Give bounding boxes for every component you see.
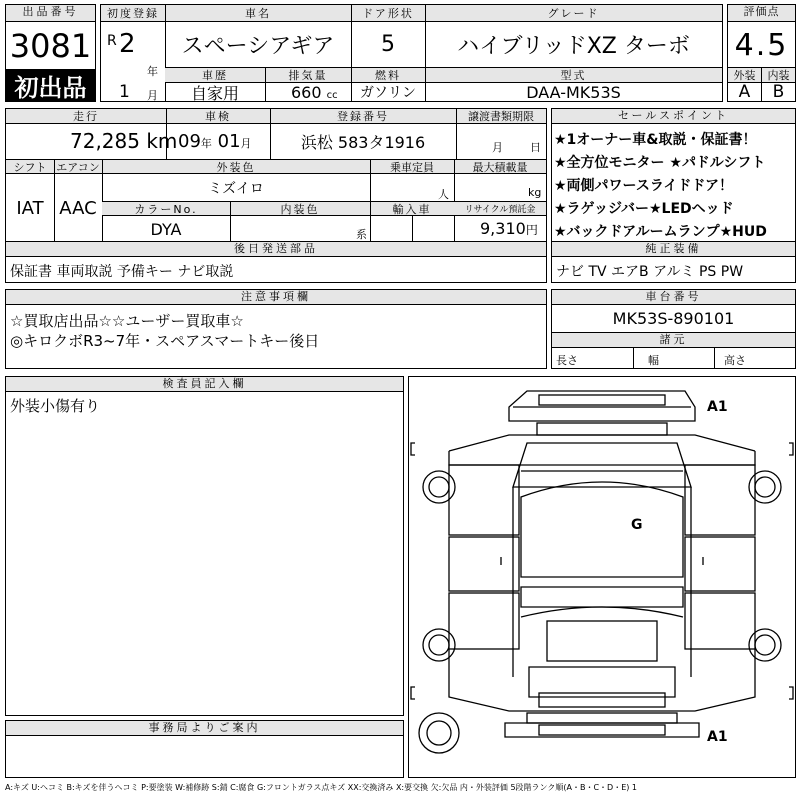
equipment-label: 純正装備 [552,242,795,257]
capacity-label: 乗車定員 [370,160,454,173]
mileage-label: 走行 [6,109,166,123]
notes-box [5,289,547,369]
first-reg-year-unit: 年 [147,65,158,78]
transfer-deadline-month-unit: 月 [492,141,503,154]
recycle-value: 9,310 [480,219,526,238]
displacement-unit: cc [326,90,338,101]
office-label: 事務局よりご案内 [6,721,403,736]
selling-point-3: ★両側パワースライドドア！ [554,178,734,194]
inspector-note: 外装小傷有り [10,397,101,415]
grade: ハイブリッドXZ ターボ [457,34,690,59]
history: 自家用 [190,83,239,103]
length-label: 長さ [556,354,578,367]
shift: IAT [16,197,44,219]
first-reg-label: 初度登録 [101,5,165,21]
chassis-label: 車台番号 [552,290,795,305]
office-box [5,720,404,778]
grade-label: グレード [425,5,722,21]
later-parts-label: 後日発送部品 [6,242,546,257]
history-label: 車歴 [165,68,265,82]
ac: AAC [59,197,97,219]
score-value: 4.5 [734,27,789,63]
shift-label: シフト [6,160,54,173]
windshield-mark: G [631,517,643,533]
selling-points-label: セールスポイント [552,109,795,124]
plate-number: 浜松 583タ1916 [300,133,426,152]
mileage-unit: km [146,129,178,153]
selling-point-1: ★1オーナー車&取説・保証書！ [554,132,757,148]
dims-label: 諸元 [552,333,795,348]
selling-points-box [551,108,796,242]
first-reg-era: R [107,33,117,49]
note-line-2: ◎キロクボR3~7年・スペアスマートキー後日 [10,332,320,350]
model: DAA-MK53S [526,82,621,102]
inspection-month-unit: 月 [240,137,252,150]
car-name: スペーシアギア [181,34,335,59]
first-reg-month-unit: 月 [147,89,158,102]
exterior-color-label: 外装色 [102,160,370,173]
exterior-color: ミズイロ [208,180,264,197]
model-label: 型式 [425,68,722,82]
displacement [291,83,338,102]
inspection-month: 01 [217,131,241,152]
chassis-number: MK53S-890101 [612,308,735,328]
registration-table [100,4,723,102]
mileage-value: 72,285 [70,129,140,153]
transfer-deadline-label: 譲渡書類期限 [456,109,546,123]
lot-box [5,4,96,102]
first-reg-month: 1 [119,82,130,102]
load-unit: kg [528,186,542,199]
interior-score: B [772,82,785,102]
first-reg-year: 2 [119,29,136,59]
transfer-deadline-day-unit: 日 [530,141,541,154]
car-diagram [409,377,795,777]
inspection-year-unit: 年 [200,137,212,150]
selling-point-4: ★ラゲッジバー★LEDヘッド [554,201,734,217]
front-damage-mark: A1 [707,399,728,415]
door-count: 5 [381,32,395,57]
first-listing-badge: 初出品 [6,69,95,101]
legend: A:キズ U:ヘコミ B:キズを伴うヘコミ P:要塗装 W:補修跡 S:錆 C:腐食 G:フロントガラス点キズ XX:交換済み X:要交換 欠:欠品 内・外装評価 5段階ランク順(A・B・C・D・E) 1 [5,783,638,792]
inspector-box [5,376,404,716]
color-no: DYA [150,220,182,239]
ac-label: エアコン [54,160,102,173]
recycle-unit: 円 [525,223,538,237]
car-name-label: 車名 [165,5,351,21]
interior-color-unit: 系 [356,228,367,241]
score-box [727,4,796,102]
later-parts-box [5,241,547,283]
notes-label: 注意事項欄 [6,290,546,305]
door-label: ドア形状 [351,5,425,21]
recycle-label: リサイクル預託金 [454,202,546,215]
chassis-box [551,289,796,369]
inspection-date [178,131,252,152]
plate-label: 登録番号 [270,109,456,123]
note-line-1: ☆買取店出品☆☆ユーザー買取車☆ [10,312,244,330]
import-label: 輸入車 [370,202,454,215]
height-label: 高さ [724,354,746,367]
rear-damage-mark: A1 [707,729,728,745]
fuel-label: 燃料 [351,68,425,82]
selling-point-5: ★バックドアルームランプ★HUD [554,224,767,240]
equipment-box [551,241,796,283]
capacity-unit: 人 [438,188,449,201]
vehicle-info-table [5,108,547,242]
fuel: ガソリン [360,85,416,101]
equipment: ナビ TV エアB アルミ PS PW [556,264,744,280]
exterior-score: A [738,82,751,102]
selling-point-2: ★全方位モニター ★パドルシフト [554,155,766,171]
inspection-year: 09 [178,131,201,152]
interior-score-label: 内装 [762,68,795,82]
color-no-label: カラーNo. [102,202,230,215]
width-label: 幅 [648,354,659,367]
load-label: 最大積載量 [454,160,546,173]
score-label: 評価点 [728,5,795,22]
mileage [70,129,177,153]
later-parts: 保証書 車両取説 予備キー ナビ取説 [10,264,234,280]
recycle-fee [480,219,538,238]
interior-color-label: 内装色 [230,202,370,215]
inspector-label: 検査員記入欄 [6,377,403,392]
lot-number: 3081 [9,27,92,65]
inspection-label: 車検 [166,109,270,123]
displacement-label: 排気量 [265,68,351,82]
car-diagram-box [408,376,796,778]
displacement-value: 660 [291,83,322,102]
lot-label: 出品番号 [6,5,95,22]
exterior-score-label: 外装 [728,68,761,82]
